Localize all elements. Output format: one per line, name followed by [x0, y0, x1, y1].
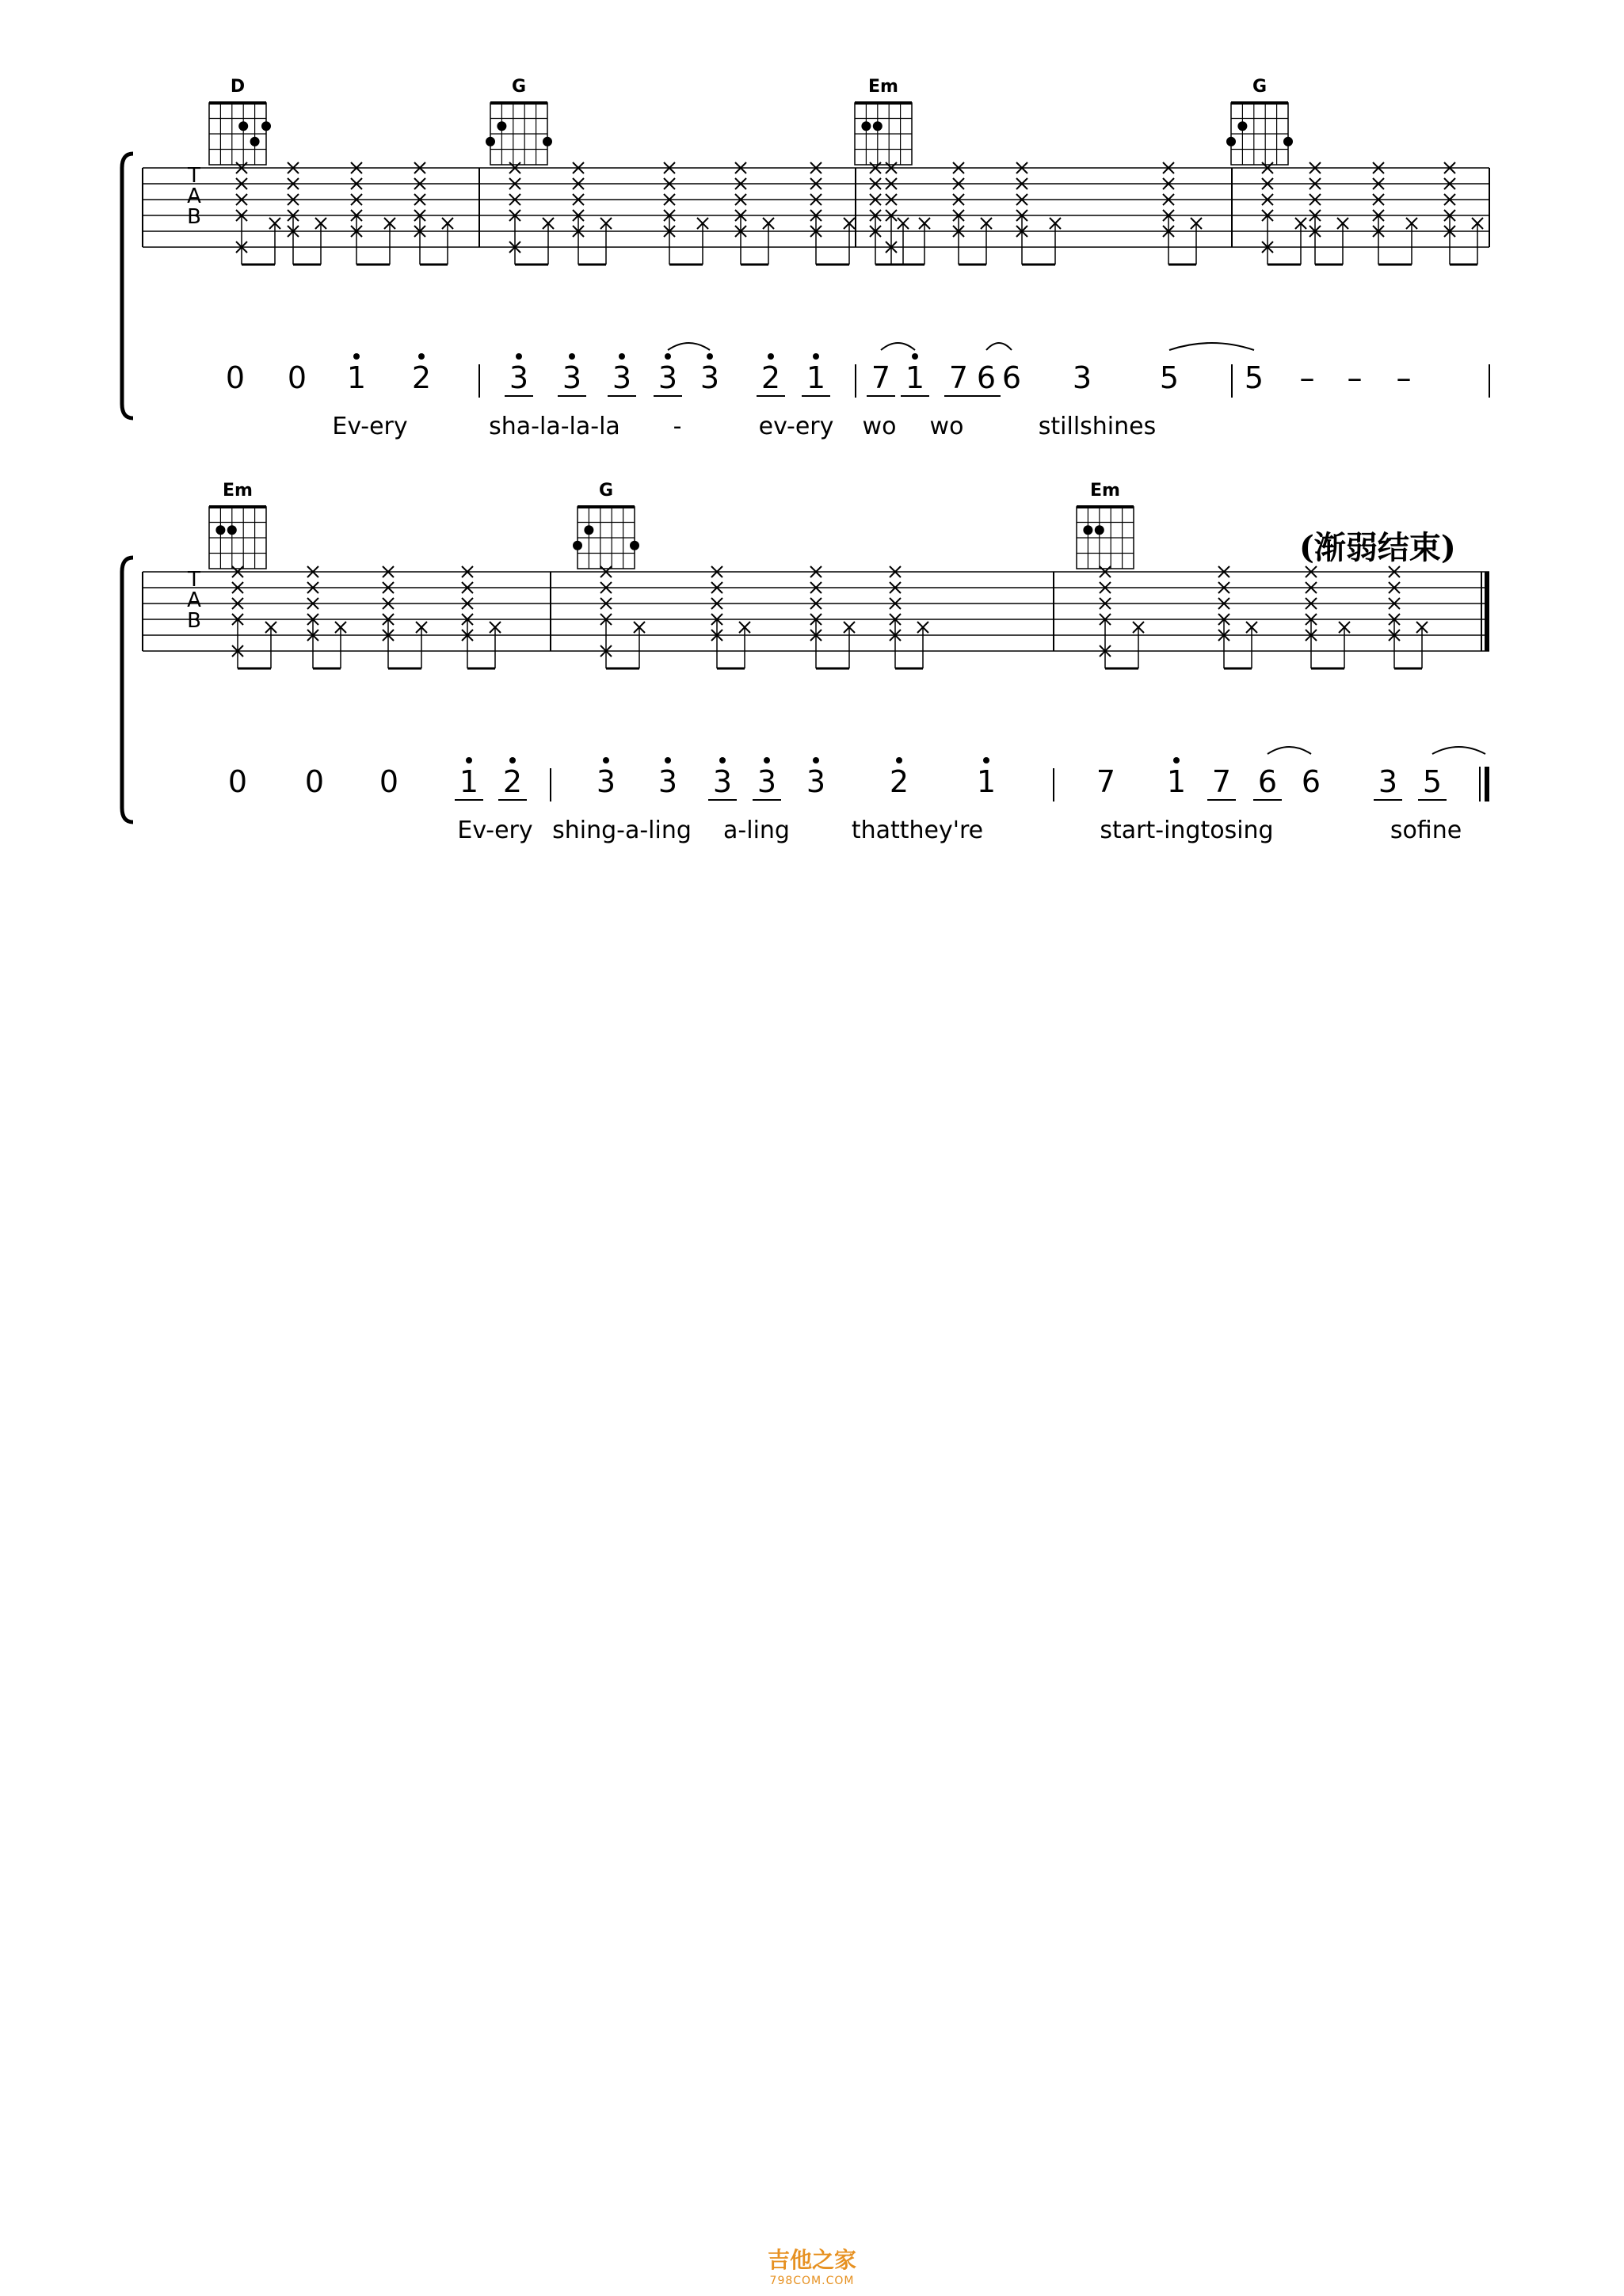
jianpu-digit: 2 [889, 764, 909, 799]
jianpu-digit: – [1299, 360, 1315, 395]
octave-dot [665, 757, 671, 763]
jianpu-note [1348, 360, 1363, 395]
chord-name: Em [1090, 481, 1120, 501]
jianpu-note [1002, 360, 1021, 395]
octave-dot [719, 757, 726, 763]
chord-finger-dot [1083, 525, 1092, 535]
jianpu-note [1245, 360, 1264, 395]
chord-finger-dot [1095, 525, 1104, 535]
strum-beat [953, 162, 992, 265]
jianpu-note [347, 353, 366, 395]
jianpu-note [288, 360, 307, 395]
chord-finger-dot [250, 137, 260, 147]
chord-finger-dot [873, 121, 883, 131]
chord-finger-dot [215, 525, 225, 535]
lyric-word: wo [929, 413, 964, 440]
lyric-word: stillshines [1038, 413, 1157, 440]
jianpu-digit: 1 [905, 360, 925, 395]
jianpu-digit: 7 [948, 360, 969, 395]
octave-dot [665, 353, 671, 360]
jianpu-digit: 3 [509, 360, 529, 395]
lyric-word: thatthey're [851, 817, 984, 844]
jianpu-digit: 0 [304, 764, 325, 799]
chord-name: G [1252, 77, 1268, 97]
jianpu-note [228, 764, 247, 799]
jianpu-digit: 3 [712, 764, 733, 799]
octave-dot [983, 757, 989, 763]
jianpu-digit: 3 [658, 764, 678, 799]
chord-finger-dot [584, 525, 593, 535]
jianpu-digit: 7 [871, 360, 891, 395]
jianpu-note [505, 353, 533, 396]
octave-dot [813, 353, 819, 360]
jianpu-digit: 5 [1422, 764, 1443, 799]
chord-name: Em [868, 77, 898, 97]
octave-dot [516, 353, 522, 360]
jianpu-digit: 3 [562, 360, 582, 395]
jianpu-note [1160, 360, 1179, 395]
tab-clef-letter: T [188, 164, 200, 188]
strum-beat [1262, 162, 1306, 265]
lyric-word: Ev-ery [457, 817, 533, 844]
jianpu-note [412, 353, 431, 395]
jianpu-digit: – [1396, 360, 1412, 395]
octave-dot [707, 353, 713, 360]
strum-beat [711, 566, 750, 668]
jianpu-note [1374, 764, 1402, 800]
jianpu-note [1418, 764, 1447, 800]
chord-name: Em [223, 481, 253, 501]
ending-instruction: (渐弱结束) [1299, 529, 1456, 566]
tab-clef-letter: B [187, 609, 201, 633]
lyric-word: sofine [1390, 817, 1462, 844]
jianpu-digit: 5 [1159, 360, 1180, 395]
jianpu-digit: 3 [658, 360, 678, 395]
octave-dot [619, 353, 625, 360]
jianpu-digit: 0 [225, 360, 246, 395]
jianpu-digit: 3 [596, 764, 616, 799]
chord-finger-dot [486, 137, 495, 147]
strum-beat [232, 566, 276, 668]
jianpu-digit: 5 [1244, 360, 1264, 395]
jianpu-note [757, 353, 785, 396]
lyric-word: sha-la-la-la [489, 413, 620, 440]
octave-dot [466, 757, 472, 763]
chord-finger-dot [573, 541, 582, 550]
octave-dot [813, 757, 819, 763]
strum-beat [573, 162, 612, 265]
jianpu-digit: 6 [1301, 764, 1321, 799]
lyric-word: - [673, 413, 682, 440]
strum-beat [1389, 566, 1428, 668]
jianpu-digit: 3 [806, 764, 826, 799]
lyric-word: wo [862, 413, 897, 440]
chord-diagram-g [486, 77, 552, 165]
jianpu-digit: 3 [1072, 360, 1092, 395]
chord-diagram-em [855, 77, 912, 165]
jianpu-digit: 6 [976, 360, 997, 395]
jianpu-note [901, 353, 929, 396]
tie-slur [668, 343, 710, 350]
chord-finger-dot [227, 525, 237, 535]
chord-finger-dot [861, 121, 871, 131]
jianpu-note [806, 757, 825, 799]
jianpu-note [708, 757, 737, 800]
octave-dot [569, 353, 575, 360]
strum-beat [236, 162, 280, 265]
octave-dot [896, 757, 902, 763]
chord-finger-dot [497, 121, 506, 131]
strum-beat [810, 162, 855, 265]
strum-beat [509, 162, 554, 265]
strum-beat [1100, 566, 1144, 668]
chord-diagram-em [1077, 481, 1134, 569]
lyric-word: Ev-ery [332, 413, 408, 440]
jianpu-note [455, 757, 483, 800]
chord-diagram-g [573, 481, 639, 569]
site-logo [745, 2243, 879, 2287]
jianpu-digit: 1 [976, 764, 997, 799]
jianpu-note [700, 353, 719, 395]
strum-beat [1309, 162, 1348, 265]
chord-diagram-d [209, 77, 271, 165]
lyric-word: ev-ery [758, 413, 834, 440]
jianpu-note [558, 353, 586, 396]
jianpu-digit: 2 [502, 764, 523, 799]
octave-dot [509, 757, 516, 763]
jianpu-digit: 2 [761, 360, 781, 395]
strum-beat [351, 162, 395, 265]
strum-beat [1163, 162, 1202, 265]
octave-dot [764, 757, 770, 763]
chord-finger-dot [238, 121, 248, 131]
chord-name: G [511, 77, 527, 97]
strum-beat [1016, 162, 1061, 265]
octave-dot [1173, 757, 1180, 763]
jianpu-digit: 0 [287, 360, 307, 395]
jianpu-note [753, 757, 781, 800]
chord-finger-dot [630, 541, 639, 550]
strum-beat [383, 566, 427, 668]
jianpu-note [944, 360, 973, 396]
lyric-word: shing-a-ling [552, 817, 692, 844]
jianpu-note [972, 360, 1001, 396]
strum-beat [886, 162, 930, 265]
jianpu-note [597, 757, 616, 799]
jianpu-digit: 1 [806, 360, 826, 395]
strum-beat [462, 566, 501, 668]
strum-beat [735, 162, 774, 265]
system-brace [122, 154, 133, 418]
tie-slur [1169, 343, 1254, 350]
jianpu-note [1302, 764, 1321, 799]
site-logo-name: 吉他之家 [767, 2247, 856, 2273]
jianpu-note [867, 360, 895, 396]
jianpu-digit: 3 [1378, 764, 1398, 799]
system-2 [122, 558, 1489, 844]
jianpu-digit: 1 [346, 360, 367, 395]
jianpu-note [226, 360, 245, 395]
jianpu-digit: 0 [227, 764, 248, 799]
jianpu-note [1073, 360, 1092, 395]
strum-beat [1373, 162, 1417, 265]
strum-beat [1306, 566, 1350, 668]
jianpu-note [654, 353, 682, 396]
jianpu-note [658, 757, 677, 799]
jianpu-digit: 6 [1001, 360, 1022, 395]
chord-diagram-g [1226, 77, 1293, 165]
jianpu-note [305, 764, 324, 799]
jianpu-note [1096, 764, 1115, 799]
jianpu-digit: 3 [612, 360, 632, 395]
chord-diagram-em [209, 481, 266, 569]
tab-clef-letter: T [188, 568, 200, 592]
strum-beat [600, 566, 645, 668]
chord-name: D [230, 77, 246, 97]
strum-beat [307, 566, 346, 668]
jianpu-digit: 0 [379, 764, 399, 799]
chord-finger-dot [1283, 137, 1293, 147]
jianpu-digit: 3 [757, 764, 777, 799]
jianpu-digit: 7 [1211, 764, 1232, 799]
chord-finger-dot [261, 121, 271, 131]
octave-dot [418, 353, 425, 360]
strum-beat [890, 566, 928, 668]
tab-clef-letter: A [187, 588, 201, 612]
strum-beat [664, 162, 708, 265]
jianpu-digit: 1 [1166, 764, 1187, 799]
octave-dot [603, 757, 609, 763]
jianpu-note [498, 757, 527, 800]
tie-slur [1268, 747, 1311, 754]
jianpu-note [890, 757, 909, 799]
chord-name: G [598, 481, 614, 501]
strum-beat [810, 566, 855, 668]
jianpu-digit: 7 [1096, 764, 1116, 799]
chord-finger-dot [1237, 121, 1247, 131]
jianpu-note [1167, 757, 1186, 799]
chord-finger-dot [1226, 137, 1236, 147]
jianpu-note [802, 353, 830, 396]
tie-slur [1432, 747, 1485, 754]
jianpu-digit: 1 [459, 764, 479, 799]
tie-slur [986, 343, 1012, 350]
strum-beat [1218, 566, 1257, 668]
jianpu-digit: 3 [700, 360, 720, 395]
octave-dot [768, 353, 774, 360]
jianpu-digit: 2 [411, 360, 432, 395]
tab-clef-letter: A [187, 185, 201, 208]
jianpu-note [1300, 360, 1315, 395]
jianpu-note [608, 353, 636, 396]
octave-dot [353, 353, 360, 360]
lyric-word: a-ling [723, 817, 790, 844]
jianpu-note [977, 757, 996, 799]
system-1 [122, 154, 1489, 440]
tie-slur [881, 343, 915, 350]
lyric-word: start-ingtosing [1100, 817, 1274, 844]
jianpu-note [379, 764, 398, 799]
strum-beat [288, 162, 326, 265]
jianpu-note [1397, 360, 1412, 395]
system-brace [122, 558, 133, 822]
chord-finger-dot [543, 137, 552, 147]
strum-beat [414, 162, 453, 265]
jianpu-digit: – [1347, 360, 1363, 395]
jianpu-note [1253, 764, 1282, 800]
site-logo-url: 798COM.COM [769, 2275, 855, 2287]
tab-clef-letter: B [187, 205, 201, 229]
strum-beat [1444, 162, 1483, 265]
jianpu-digit: 6 [1257, 764, 1278, 799]
jianpu-note [1207, 764, 1236, 800]
octave-dot [912, 353, 918, 360]
